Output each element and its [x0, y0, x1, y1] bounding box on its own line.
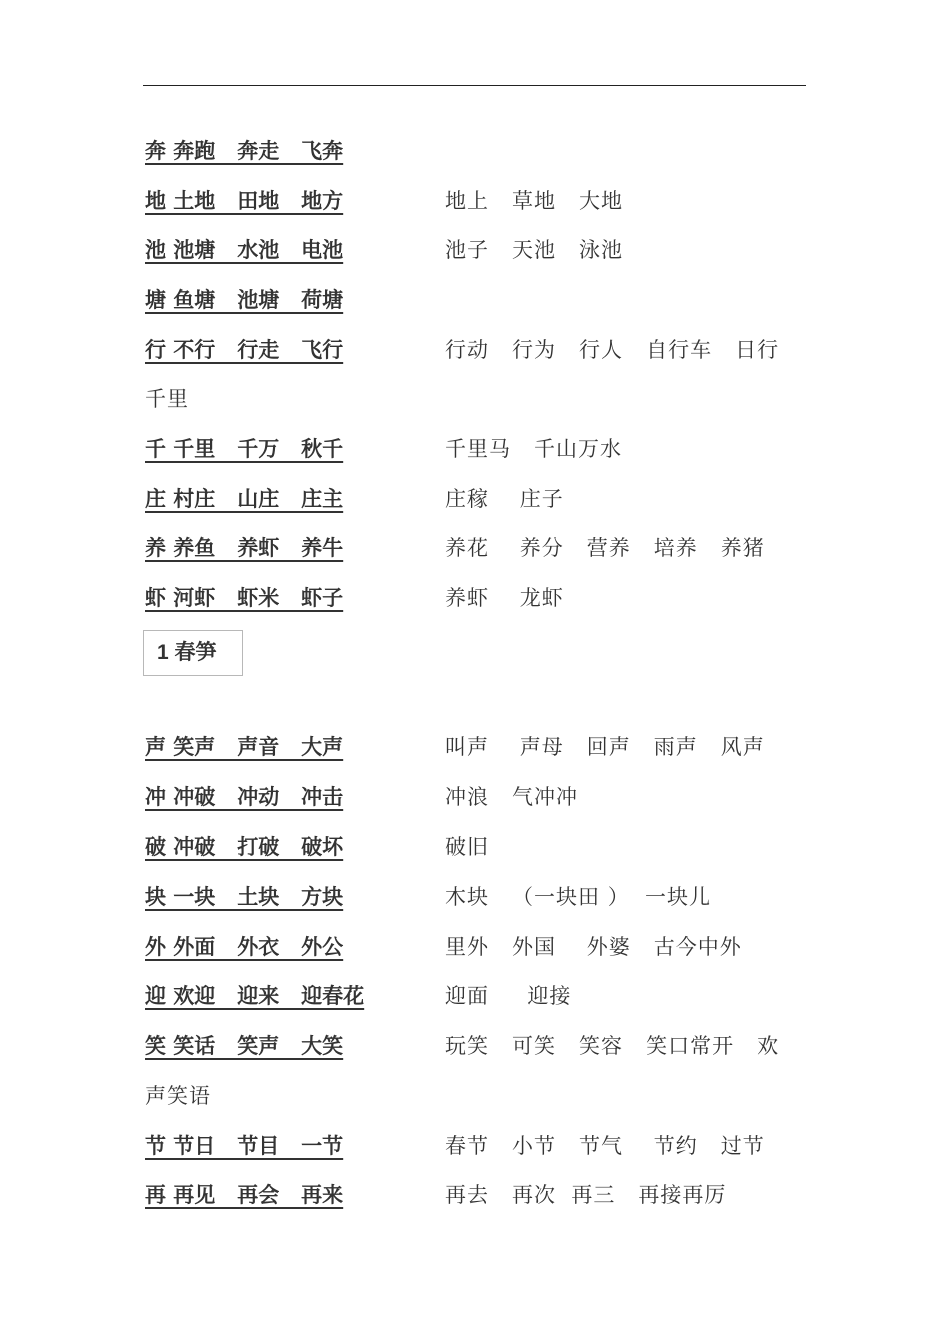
section-title-box [143, 630, 243, 676]
row-continuation-xing: 千里 [145, 387, 189, 411]
row-head: 破 冲破 打破 破坏 [145, 834, 344, 859]
row-head: 笑 笑话 笑声 大笑 [145, 1033, 344, 1058]
row-extension: 再去 再次 再三 再接再厉 [445, 1183, 727, 1207]
row-extension: 冲浪 气冲冲 [445, 785, 579, 809]
row-head: 迎 欢迎 迎来 迎春花 [145, 983, 365, 1008]
row-head: 庄 村庄 山庄 庄主 [145, 486, 344, 511]
row-head: 节 节日 节目 一节 [145, 1133, 344, 1158]
row-extension: 破旧 [445, 835, 489, 859]
row-head: 虾 河虾 虾米 虾子 [145, 585, 344, 610]
row-head: 塘 鱼塘 池塘 荷塘 [145, 287, 344, 312]
row-head: 再 再见 再会 再来 [145, 1182, 344, 1207]
row-extension: 庄稼 庄子 [445, 487, 564, 511]
row-extension: 玩笑 可笑 笑容 笑口常开 欢 [445, 1034, 780, 1058]
row-extension: 迎面 迎接 [445, 984, 572, 1008]
row-head: 行 不行 行走 飞行 [145, 337, 344, 362]
row-extension: 养花 养分 营养 培养 养猪 [445, 536, 765, 560]
row-extension: 池子 天池 泳池 [445, 238, 624, 262]
row-extension: 地上 草地 大地 [445, 189, 624, 213]
row-continuation-xiao: 声笑语 [145, 1084, 211, 1108]
row-extension: 里外 外国 外婆 古今中外 [445, 935, 742, 959]
row-extension: 千里马 千山万水 [445, 437, 623, 461]
row-head: 地 土地 田地 地方 [145, 188, 344, 213]
row-head: 池 池塘 水池 电池 [145, 237, 344, 262]
row-extension: 叫声 声母 回声 雨声 风声 [445, 735, 765, 759]
row-extension: 木块 （一块田 ） 一块儿 [445, 885, 712, 909]
row-extension: 春节 小节 节气 节约 过节 [445, 1134, 765, 1158]
header-rule [143, 85, 806, 86]
row-head: 声 笑声 声音 大声 [145, 734, 344, 759]
row-head: 块 一块 土块 方块 [145, 884, 344, 909]
row-extension: 行动 行为 行人 自行车 日行 [445, 338, 780, 362]
row-extension: 养虾 龙虾 [445, 586, 564, 610]
row-head: 外 外面 外衣 外公 [145, 934, 344, 959]
row-head: 千 千里 千万 秋千 [145, 436, 344, 461]
row-head: 奔 奔跑 奔走 飞奔 [145, 138, 344, 163]
section-title: 1 春笋 [157, 641, 217, 664]
row-head: 冲 冲破 冲动 冲击 [145, 784, 344, 809]
row-head: 养 养鱼 养虾 养牛 [145, 535, 344, 560]
